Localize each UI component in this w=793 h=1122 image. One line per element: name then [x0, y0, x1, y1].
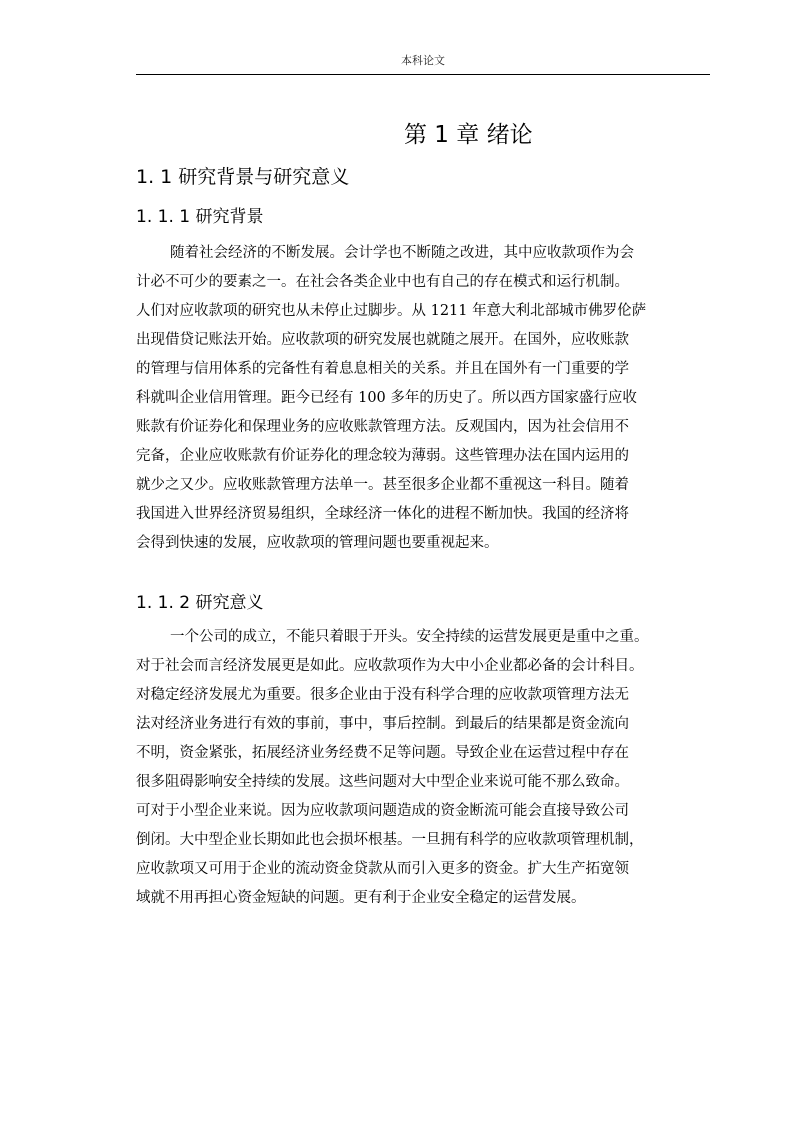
- paragraph-line: 出现借贷记账法开始。应收款项的研究发展也就随之展开。在国外，应收账款: [136, 332, 629, 348]
- paragraph-line: 倒闭。大中型企业长期如此也会损坏根基。一旦拥有科学的应收款项管理机制，: [136, 832, 644, 848]
- paragraph-line: 我国进入世界经济贸易组织，全球经济一体化的进程不断加快。我国的经济将: [136, 506, 629, 522]
- paragraph-line: 对于社会而言经济发展更是如此。应收款项作为大中小企业都必备的会计科目。: [136, 658, 644, 674]
- paragraph-line: 会得到快速的发展，应收款项的管理问题也要重视起来。: [136, 535, 499, 551]
- paragraph-line: 法对经济业务进行有效的事前，事中，事后控制。到最后的结果都是资金流向: [136, 716, 629, 732]
- paragraph-line: 计必不可少的要素之一。在社会各类企业中也有自己的存在模式和运行机制。: [136, 274, 629, 290]
- paragraph-line: 账款有价证券化和保理业务的应收账款管理方法。反观国内，因为社会信用不: [136, 419, 629, 435]
- paragraph-line: 对稳定经济发展尤为重要。很多企业由于没有科学合理的应收款项管理方法无: [136, 687, 629, 703]
- paragraph-line: 不明，资金紧张，拓展经济业务经费不足等问题。导致企业在运营过程中存在: [136, 745, 629, 761]
- section-heading-1-1-1: 1. 1. 1 研究背景: [136, 207, 264, 227]
- section-heading-1-1: 1. 1 研究背景与研究意义: [136, 166, 350, 188]
- paragraph-line: 可对于小型企业来说。因为应收款项问题造成的资金断流可能会直接导致公司: [136, 803, 629, 819]
- paragraph-research-significance: [136, 623, 692, 913]
- paragraph-line: 域就不用再担心资金短缺的问题。更有利于企业安全稳定的运营发展。: [136, 890, 586, 906]
- paragraph-line: 一个公司的成立，不能只着眼于开头。安全持续的运营发展更是重中之重。: [170, 629, 649, 645]
- paragraph-line: 人们对应收款项的研究也从未停止过脚步。从 1211 年意大利北部城市佛罗伦萨: [136, 303, 647, 319]
- paragraph-line: 很多阻碍影响安全持续的发展。这些问题对大中型企业来说可能不那么致命。: [136, 774, 629, 790]
- chapter-title: 第 1 章 绪论: [404, 122, 533, 148]
- paragraph-line: 完备，企业应收账款有价证券化的理念较为薄弱。这些管理办法在国内运用的: [136, 448, 629, 464]
- section-heading-1-1-2: 1. 1. 2 研究意义: [136, 593, 264, 613]
- paragraph-line: 科就叫企业信用管理。距今已经有 100 多年的历史了。所以西方国家盛行应收: [136, 390, 637, 406]
- paragraph-line: 应收款项又可用于企业的流动资金贷款从而引入更多的资金。扩大生产拓宽领: [136, 861, 629, 877]
- page-header: 本科论文: [401, 54, 445, 67]
- paragraph-line: 就少之又少。应收账款管理方法单一。甚至很多企业都不重视这一科目。随着: [136, 477, 629, 493]
- header-divider: [136, 74, 710, 75]
- paragraph-line: 的管理与信用体系的完备性有着息息相关的关系。并且在国外有一门重要的学: [136, 361, 629, 377]
- paragraph-research-background: [136, 239, 692, 558]
- paragraph-line: 随着社会经济的不断发展。会计学也不断随之改进，其中应收款项作为会: [170, 245, 634, 261]
